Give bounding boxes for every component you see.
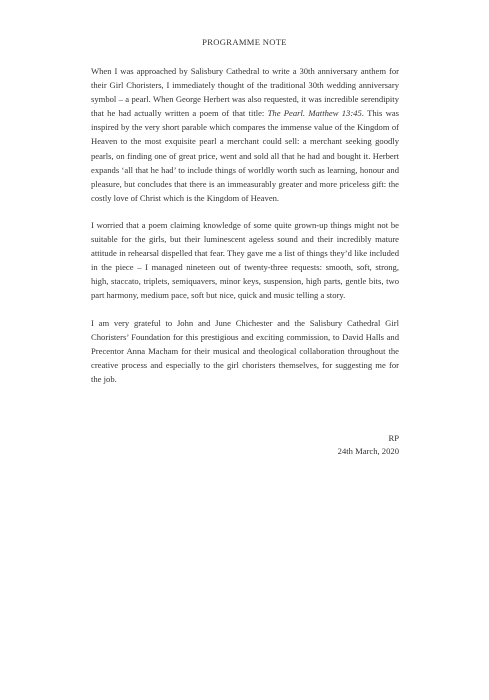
paragraph-1-text-before: When I was approached by Salisbury Cathedral to write a 30th anniversary anthem for their Girl Choristers, I immediately thought of the traditional 30th wedding anniversary symbol – a pearl. When George Herbert was also requested, it was incredible serendipity that he had actually written a poem of that title: — [91, 66, 399, 119]
paragraph-1 — [91, 64, 399, 205]
paragraph-2: I worried that a poem claiming knowledge of some quite grown-up things might not be suitable for the girls, but their luminescent ageless sound and their incredibly mature attitude in rehearsal dispelled that fear. They gave me a list of things they’d like included in the piece – I managed nineteen out of twenty-three requests: smooth, soft, strong, high, staccato, triplets, semiquavers, minor keys, suspension, high parts, gentle bits, two part harmony, medium pace, soft but nice, quick and music telling a story. — [91, 219, 399, 301]
signature-block — [338, 432, 399, 458]
page-title: PROGRAMME NOTE — [202, 37, 287, 47]
paragraph-1-text-after: . This was inspired by the very short parable which compares the immense value of the Kingdom of Heaven to the most exquisite pearl a merchant could sell: a merchant seeking goodly pearls, on finding one of great price, went and sold all that he had and bought it. Herbert expands ‘all that he had’ to include things of worldly worth such as learning, honour and pleasure, but concludes that there is an immeasurably greater and more priceless gift: the costly love of Christ which is the Kingdom of Heaven. — [91, 108, 400, 203]
paragraph-3: I am very grateful to John and June Chichester and the Salisbury Cathedral Girl Choristers’ Foundation for this prestigious and exciting commission, to David Halls and Precentor Anna Macham for their musical and theological collaboration throughout the creative process and especially to the girl choristers themselves, for suggesting me for the job. — [91, 317, 399, 384]
programme-note-body — [91, 64, 399, 399]
signature-date: 24th March, 2020 — [337, 446, 399, 456]
author-initials: RP — [388, 433, 399, 443]
poem-title-italic: The Pearl. Matthew 13:45 — [267, 108, 362, 119]
